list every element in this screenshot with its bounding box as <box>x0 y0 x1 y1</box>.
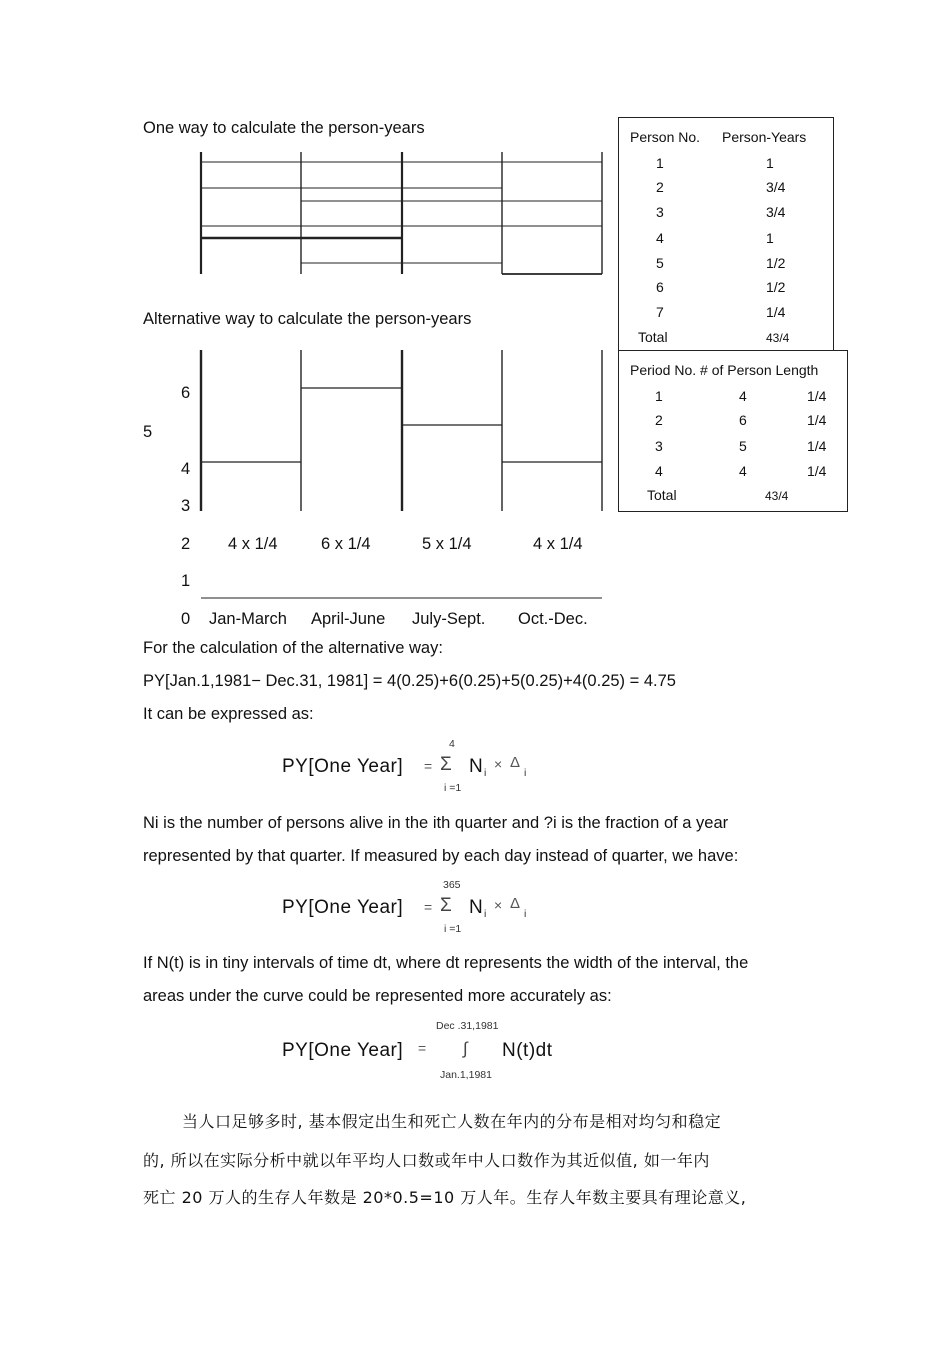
eq-integrand: N(t)dt <box>502 1040 553 1061</box>
table-cell: 3 <box>656 204 664 220</box>
table-total-value: 43/4 <box>766 331 790 345</box>
table-cell: 1/4 <box>807 388 827 404</box>
table-cell: 7 <box>656 304 664 320</box>
eq-equals: = <box>418 1040 427 1056</box>
y-tick-label: 4 <box>181 460 191 478</box>
eq-lhs: PY[One Year] <box>282 756 404 777</box>
delta-icon: Δ <box>510 895 521 912</box>
table-cell: 4 <box>739 388 747 404</box>
y-tick-label: 0 <box>181 610 191 628</box>
x-label: Jan-March <box>209 610 287 628</box>
table-cell: 1/4 <box>807 463 827 479</box>
eq-times: × <box>494 897 503 913</box>
equation-integral <box>282 1018 602 1084</box>
table-total-label: Total <box>638 329 668 345</box>
y-tick-label: 3 <box>181 497 191 515</box>
table-cell: 4 <box>655 463 663 479</box>
table-cell: 1 <box>656 155 664 171</box>
chinese-paragraph-line: 当人口足够多时, 基本假定出生和死亡人数在年内的分布是相对均匀和稳定 <box>182 1112 722 1131</box>
table-total-value: 43/4 <box>765 489 789 503</box>
eq-sub: i <box>484 908 487 920</box>
paragraph: Ni is the number of persons alive in the ith quarter and ?i is the fraction of a year <box>143 814 729 832</box>
table-cell: 6 <box>739 412 747 428</box>
person-years-table <box>618 117 834 351</box>
eq-lower-limit: Jan.1,1981 <box>440 1069 492 1081</box>
eq-n: N <box>469 897 484 918</box>
table-cell: 6 <box>656 279 664 295</box>
heading-alternative-way: Alternative way to calculate the person-years <box>143 310 472 328</box>
table-cell: 1/4 <box>766 304 786 320</box>
eq-sub: i <box>524 767 527 779</box>
chinese-paragraph-line: 的, 所以在实际分析中就以年平均人口数或年中人口数作为其近似值, 如一年内 <box>143 1151 710 1170</box>
bar-label: 4 x 1/4 <box>228 535 278 553</box>
eq-lhs: PY[One Year] <box>282 1040 404 1061</box>
delta-icon: Δ <box>510 754 521 771</box>
y-tick-label: 1 <box>181 572 191 590</box>
equation-sum-quarters <box>282 736 582 800</box>
paragraph: PY[Jan.1,1981− Dec.31, 1981] = 4(0.25)+6(0.25)+5(0.25)+4(0.25) = 4.75 <box>143 672 676 690</box>
paragraph: For the calculation of the alternative way: <box>143 639 443 657</box>
eq-times: × <box>494 756 503 772</box>
y-tick-label: 5 <box>143 423 153 441</box>
y-tick-label: 2 <box>181 535 191 553</box>
eq-upper-limit: 365 <box>443 879 461 891</box>
eq-upper-limit: 4 <box>449 738 455 750</box>
table-total-label: Total <box>647 487 677 503</box>
table-cell: 3 <box>655 438 663 454</box>
table-cell: 1/4 <box>807 438 827 454</box>
y-tick-label: 6 <box>181 384 191 402</box>
table-header: Person-Years <box>722 129 807 145</box>
table-cell: 1 <box>766 155 774 171</box>
person-lines-diagram <box>195 148 610 278</box>
x-label: April-June <box>311 610 386 628</box>
table-header: Period No. # of Person Length <box>630 362 819 378</box>
eq-upper-limit: Dec .31,1981 <box>436 1020 499 1032</box>
sigma-icon: Σ <box>440 895 452 916</box>
paragraph: It can be expressed as: <box>143 705 314 723</box>
table-cell: 3/4 <box>766 179 786 195</box>
table-cell: 2 <box>656 179 664 195</box>
eq-lower-limit: i =1 <box>444 923 462 935</box>
equation-sum-days <box>282 877 582 941</box>
table-cell: 1/2 <box>766 279 786 295</box>
paragraph: If N(t) is in tiny intervals of time dt, where dt represents the width of the interval, the <box>143 954 749 972</box>
table-cell: 1 <box>766 230 774 246</box>
chinese-paragraph-line: 死亡 20 万人的生存人年数是 20*0.5=10 万人年。生存人年数主要具有理论意义, <box>143 1188 747 1207</box>
table-cell: 1/2 <box>766 255 786 271</box>
integral-icon: ∫ <box>463 1039 468 1058</box>
table-cell: 4 <box>656 230 664 246</box>
eq-sub: i <box>524 908 527 920</box>
paragraph: represented by that quarter. If measured by each day instead of quarter, we have: <box>143 847 739 865</box>
table-header: Person No. <box>630 129 701 145</box>
bar-label: 5 x 1/4 <box>422 535 472 553</box>
eq-sub: i <box>484 767 487 779</box>
paragraph: areas under the curve could be represented more accurately as: <box>143 987 612 1005</box>
eq-lhs: PY[One Year] <box>282 897 404 918</box>
table-cell: 2 <box>655 412 663 428</box>
x-label: Oct.-Dec. <box>518 610 588 628</box>
eq-equals: = <box>424 899 433 915</box>
step-chart <box>195 345 610 605</box>
heading-one-way: One way to calculate the person-years <box>143 119 425 137</box>
table-cell: 5 <box>739 438 747 454</box>
x-label: July-Sept. <box>412 610 486 628</box>
table-cell: 4 <box>739 463 747 479</box>
period-table <box>618 350 848 512</box>
table-cell: 1/4 <box>807 412 827 428</box>
eq-equals: = <box>424 758 433 774</box>
table-cell: 3/4 <box>766 204 786 220</box>
bar-label: 4 x 1/4 <box>533 535 583 553</box>
table-cell: 1 <box>655 388 663 404</box>
eq-n: N <box>469 756 484 777</box>
sigma-icon: Σ <box>440 754 452 775</box>
eq-lower-limit: i =1 <box>444 782 462 794</box>
table-cell: 5 <box>656 255 664 271</box>
bar-label: 6 x 1/4 <box>321 535 371 553</box>
